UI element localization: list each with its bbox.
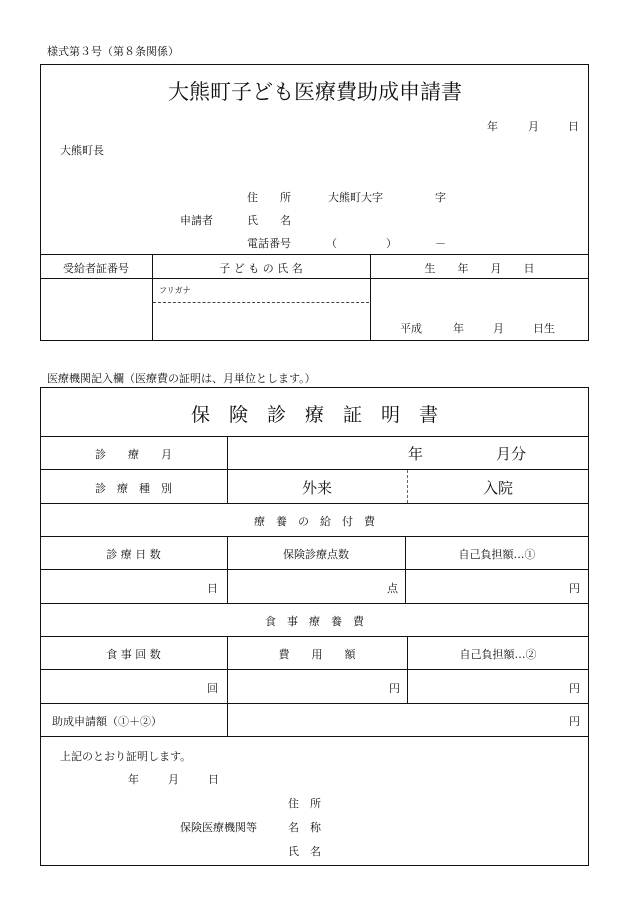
- birth-year-unit: 年: [453, 322, 464, 335]
- name-label: 氏 名: [247, 214, 291, 227]
- addressee: 大熊町長: [60, 144, 104, 157]
- date-year-label: 年: [487, 120, 498, 133]
- furigana-label: フリガナ: [159, 286, 191, 295]
- table-top-line: [40, 254, 589, 255]
- meal-header: 食 事 療 養 費: [265, 615, 364, 628]
- row-line: [40, 503, 589, 504]
- certify-text: 上記のとおり証明します。: [60, 750, 192, 763]
- row-line: [40, 469, 589, 470]
- unit-yen-3: 円: [569, 682, 580, 695]
- phone-close-paren: ）: [386, 237, 397, 250]
- recipient-number-header: 受給者証番号: [63, 262, 129, 275]
- row-line: [40, 636, 589, 637]
- unit-yen-4: 円: [569, 715, 580, 728]
- row-line: [40, 669, 589, 670]
- row-line: [40, 603, 589, 604]
- treatment-days-label: 診 療 日 数: [106, 548, 161, 561]
- unit-point: 点: [387, 582, 398, 595]
- inpatient-option[interactable]: 入院: [482, 479, 513, 497]
- subsidy-label: 助成申請額（①＋②）: [52, 715, 162, 728]
- phone-open-paren: （: [326, 237, 337, 250]
- cert-month-unit: 月: [168, 773, 179, 786]
- application-title: 大熊町子ども医療費助成申請書: [168, 80, 462, 104]
- institution-label: 保険医療機関等: [180, 821, 257, 834]
- birth-era: 平成: [400, 322, 422, 335]
- treatment-month-label: 診 療 月: [95, 448, 172, 461]
- institution-address-label: 住 所: [288, 797, 321, 810]
- col-line: [227, 703, 228, 736]
- phone-dash: －: [435, 237, 446, 250]
- cost-label: 費 用 額: [278, 648, 356, 661]
- care-benefit-header: 療 養 の 給 付 費: [254, 515, 375, 528]
- row-line: [40, 536, 589, 537]
- medical-institution-note: 医療機関記入欄（医療費の証明は、月単位とします。）: [47, 372, 316, 385]
- treatment-year-unit: 年: [408, 445, 424, 463]
- row-line: [40, 569, 589, 570]
- outpatient-option[interactable]: 外来: [301, 479, 332, 497]
- birthdate-header: 生 年 月 日: [424, 262, 535, 275]
- phone-label: 電話番号: [247, 237, 291, 250]
- child-name-header: 子 ど も の 氏 名: [219, 262, 303, 275]
- row-line: [40, 436, 589, 437]
- cert-day-unit: 日: [208, 773, 219, 786]
- self-pay-2-label: 自己負担額…②: [459, 648, 537, 661]
- unit-yen-2: 円: [389, 682, 400, 695]
- unit-times: 回: [207, 682, 218, 695]
- unit-day: 日: [207, 582, 218, 595]
- treatment-type-label: 診 療 種 別: [95, 482, 172, 495]
- certificate-title: 保 険 診 療 証 明 書: [190, 404, 438, 426]
- row-line: [40, 736, 589, 737]
- applicant-label: 申請者: [180, 214, 213, 227]
- row-line: [40, 703, 589, 704]
- table-header-line: [40, 278, 589, 279]
- self-pay-1-label: 自己負担額…①: [458, 548, 536, 561]
- address-label: 住 所: [247, 191, 291, 204]
- institution-name-label: 名 称: [288, 821, 321, 834]
- treatment-month-unit: 月分: [496, 445, 527, 463]
- cert-year-unit: 年: [128, 773, 139, 786]
- address-value: 大熊町大字: [328, 191, 383, 204]
- unit-yen-1: 円: [569, 582, 580, 595]
- furigana-divider: [153, 302, 369, 303]
- date-day-label: 日: [568, 120, 579, 133]
- address-aza: 字: [435, 191, 446, 204]
- date-month-label: 月: [528, 120, 539, 133]
- meal-count-label: 食 事 回 数: [106, 648, 161, 661]
- birth-day-unit: 日生: [533, 322, 555, 335]
- insurance-points-label: 保険診療点数: [283, 548, 349, 561]
- form-number: 様式第３号（第８条関係）: [47, 45, 179, 58]
- birth-month-unit: 月: [493, 322, 504, 335]
- institution-person-label: 氏 名: [288, 845, 321, 858]
